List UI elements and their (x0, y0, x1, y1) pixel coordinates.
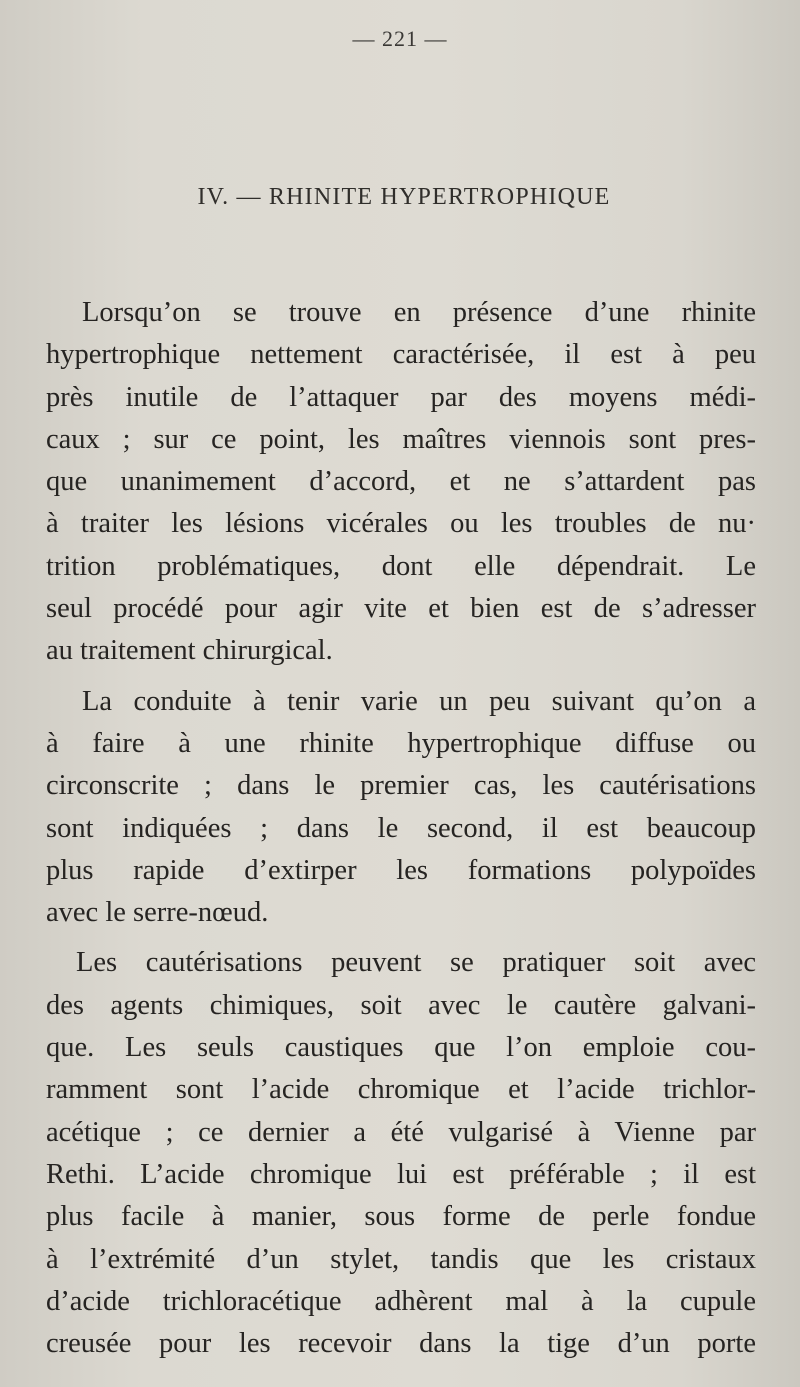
text-line: acétique ; ce dernier a été vulgarisé à Vienne par (46, 1116, 756, 1148)
text-line: au traitement chirurgical. (46, 635, 333, 667)
chapter-title: IV. — RHINITE HYPERTROPHIQUE (197, 184, 611, 210)
page-number: — 221 — (352, 26, 448, 51)
text-line: Rethi. L’acide chromique lui est préférable ; il est (46, 1158, 756, 1190)
text-line: des agents chimiques, soit avec le cautère galvani- (46, 989, 756, 1021)
body-text (46, 292, 756, 1373)
paragraph-1 (46, 292, 756, 673)
text-line: La conduite à tenir varie un peu suivant qu’on a (82, 685, 756, 717)
text-line: avec le serre-nœud. (46, 897, 269, 929)
text-line: d’acide trichloracétique adhèrent mal à la cupule (46, 1285, 756, 1317)
text-line: circonscrite ; dans le premier cas, les cautérisations (46, 770, 756, 802)
paragraph-2 (46, 681, 756, 935)
text-line: ramment sont l’acide chromique et l’acide trichlor- (46, 1074, 756, 1106)
text-line: caux ; sur ce point, les maîtres viennois sont pres- (46, 423, 756, 455)
paragraph-3 (46, 942, 756, 1365)
text-line: sont indiquées ; dans le second, il est beaucoup (46, 812, 756, 844)
text-line: seul procédé pour agir vite et bien est de s’adresser (46, 593, 756, 625)
text-line: hypertrophique nettement caractérisée, il est à peu (46, 339, 756, 371)
text-line: trition problématiques, dont elle dépendrait. Le (46, 550, 756, 582)
text-line: creusée pour les recevoir dans la tige d’un porte (46, 1328, 756, 1360)
text-line: près inutile de l’attaquer par des moyens médi- (46, 381, 756, 413)
text-line: que unanimement d’accord, et ne s’attardent pas (46, 466, 756, 498)
text-line: Lorsqu’on se trouve en présence d’une rhinite (82, 297, 756, 328)
text-line: à faire à une rhinite hypertrophique diffuse ou (46, 727, 756, 759)
text-line: Les cautérisations peuvent se pratiquer soit avec (76, 947, 756, 979)
text-line: plus rapide d’extirper les formations polypoïdes (46, 854, 756, 886)
text-line: à l’extrémité d’un stylet, tandis que les cristaux (46, 1243, 756, 1275)
text-line: que. Les seuls caustiques que l’on emploie cou- (46, 1032, 756, 1064)
text-line: plus facile à manier, sous forme de perle fondue (46, 1201, 756, 1233)
text-line: à traiter les lésions vicérales ou les troubles de nu· (46, 508, 756, 540)
